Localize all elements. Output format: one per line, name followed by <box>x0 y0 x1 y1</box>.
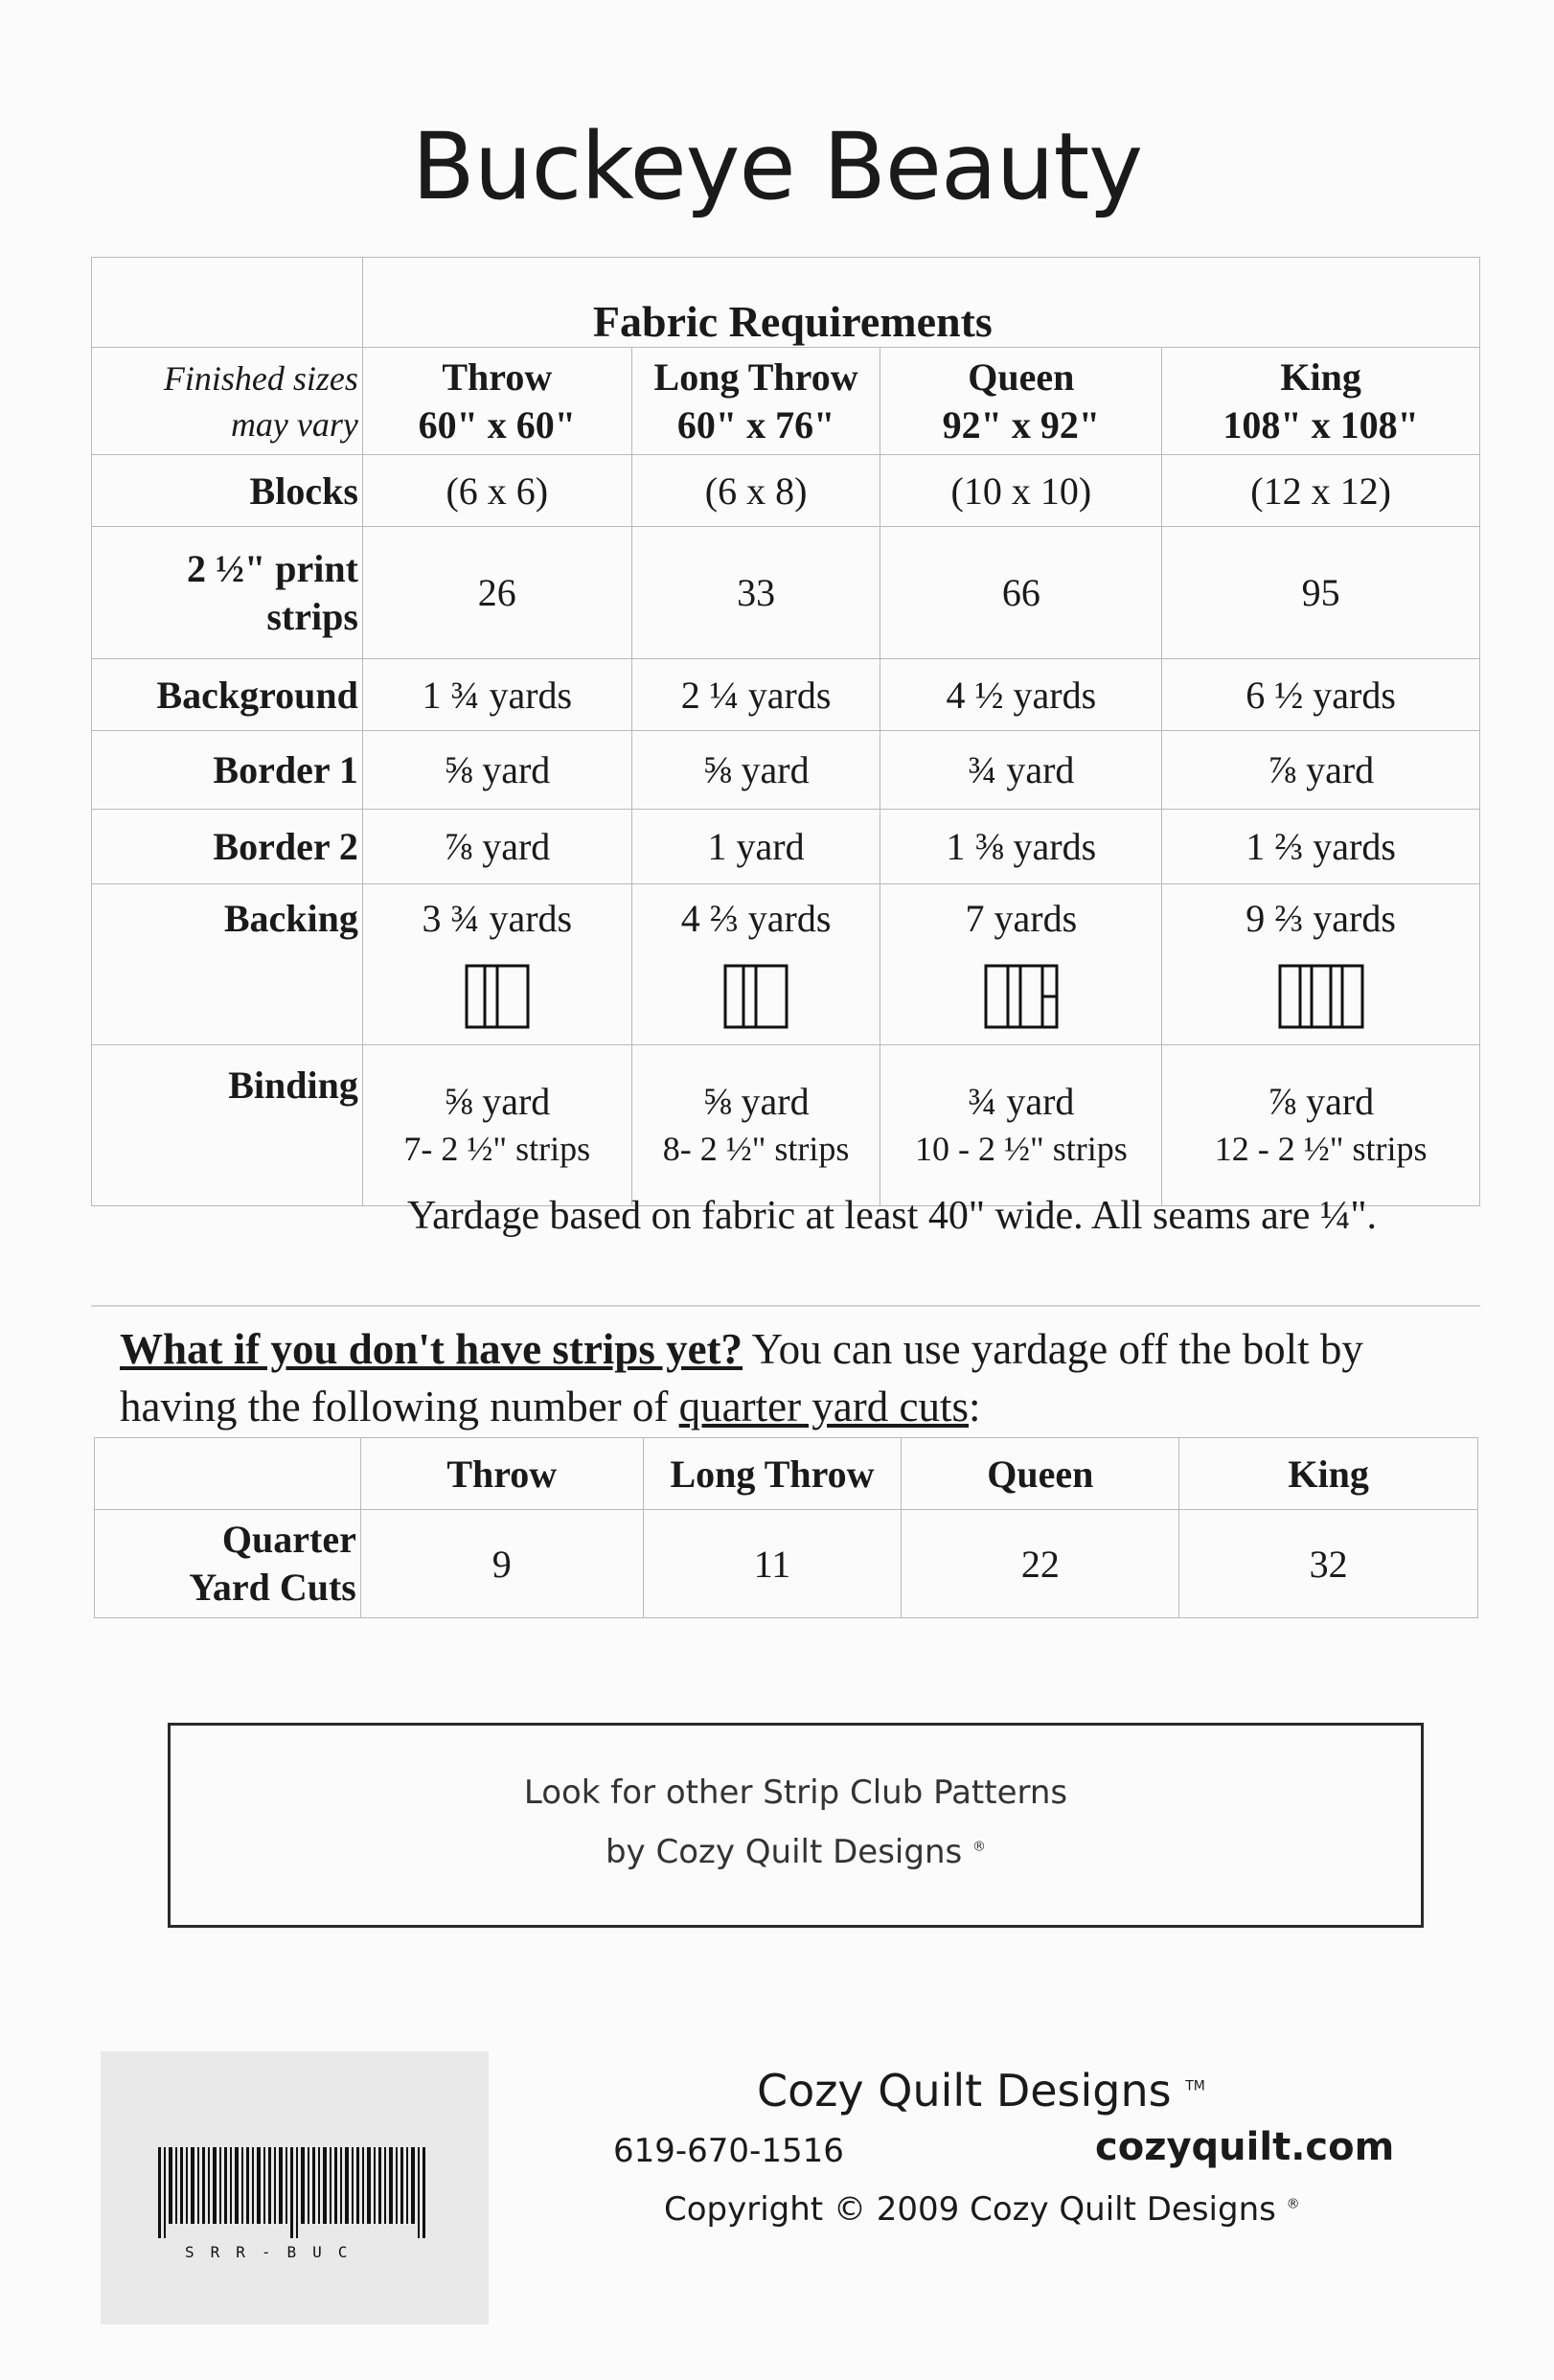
backing-three-panel-icon <box>983 963 1060 1030</box>
row-label: Backing <box>92 884 363 1045</box>
cell: 22 <box>902 1510 1179 1618</box>
column-header: Throw <box>360 1438 643 1510</box>
yardage-note: Yardage based on fabric at least 40" wide. All seams are ¼". <box>407 1194 1378 1238</box>
cell <box>880 1045 1162 1206</box>
phone-number: 619-670-1516 <box>613 2132 844 2170</box>
promo-box <box>168 1723 1424 1928</box>
row-label: Border 1 <box>92 731 363 810</box>
column-header: Queen <box>902 1438 1179 1510</box>
cell: ⅞ yard <box>1162 731 1480 810</box>
page-title: Buckeye Beauty <box>411 113 1143 220</box>
column-king <box>1162 348 1480 455</box>
fabric-caption: Fabric Requirements <box>362 258 1479 348</box>
row-label-line-2: Yard Cuts <box>189 1566 356 1609</box>
border2-row <box>92 810 1480 884</box>
row-label: Binding <box>92 1045 363 1206</box>
question-heading: What if you don't have strips yet? <box>120 1325 743 1373</box>
cell: 26 <box>362 527 631 659</box>
sizes-label-line-1: Finished sizes <box>163 358 358 398</box>
cell: 1 yard <box>631 810 880 884</box>
backing-yards: 4 ⅔ yards <box>680 897 832 940</box>
row-label: Border 2 <box>92 810 363 884</box>
quarter-yard-cuts-table <box>94 1437 1478 1618</box>
column-size: 60" x 76" <box>676 402 835 446</box>
column-header: Long Throw <box>643 1438 902 1510</box>
cell: ⅝ yard <box>362 731 631 810</box>
binding-strips: 12 - 2 ½" strips <box>1214 1130 1428 1168</box>
blocks-row <box>92 455 1480 527</box>
row-label-line-1: 2 ½" print <box>187 546 358 590</box>
empty-header-cell <box>95 1438 361 1510</box>
binding-yards: ⅝ yard <box>444 1080 551 1123</box>
cell <box>1162 1045 1480 1206</box>
sizes-label-line-2: may vary <box>230 404 358 444</box>
row-label: Background <box>92 659 363 731</box>
strips-alternative-paragraph <box>120 1320 1490 1435</box>
column-queen <box>880 348 1162 455</box>
fabric-requirements-table <box>91 257 1480 1206</box>
column-name: Throw <box>442 355 553 399</box>
background-row <box>92 659 1480 731</box>
backing-row <box>92 884 1480 1045</box>
fabric-caption-row <box>92 258 1480 348</box>
binding-yards: ¾ yard <box>968 1080 1075 1123</box>
website[interactable]: cozyquilt.com <box>1095 2125 1395 2169</box>
column-size: 92" x 92" <box>942 402 1101 446</box>
row-label <box>95 1510 361 1618</box>
cell: 1 ¾ yards <box>362 659 631 731</box>
cell: 6 ½ yards <box>1162 659 1480 731</box>
promo-line-2-text: by Cozy Quilt Designs <box>605 1833 963 1871</box>
cell <box>880 884 1162 1045</box>
cell: ¾ yard <box>880 731 1162 810</box>
section-divider <box>91 1305 1480 1307</box>
qyc-header-row <box>95 1438 1478 1510</box>
barcode-area <box>101 2051 489 2324</box>
backing-yards: 7 yards <box>965 897 1078 940</box>
cell: 4 ½ yards <box>880 659 1162 731</box>
binding-yards: ⅞ yard <box>1268 1080 1375 1123</box>
cell: (10 x 10) <box>880 455 1162 527</box>
cell: 66 <box>880 527 1162 659</box>
trademark-mark: TM <box>1185 2078 1205 2094</box>
backing-two-panel-icon <box>722 963 789 1030</box>
binding-strips: 7- 2 ½" strips <box>403 1130 591 1168</box>
row-label-line-2: strips <box>266 594 358 638</box>
cell <box>631 1045 880 1206</box>
paragraph-text: You can use yardage off the bolt by having the following number of <box>120 1325 1363 1430</box>
binding-yards: ⅝ yard <box>702 1080 810 1123</box>
border1-row <box>92 731 1480 810</box>
finished-sizes-label <box>92 348 363 455</box>
column-name: Queen <box>968 355 1075 399</box>
cell: 1 ⅔ yards <box>1162 810 1480 884</box>
quarter-yard-cuts-term: quarter yard cuts <box>678 1383 970 1430</box>
column-throw <box>362 348 631 455</box>
column-size: 60" x 60" <box>418 402 576 446</box>
promo-line-2 <box>171 1833 1421 1871</box>
cell: 11 <box>643 1510 902 1618</box>
cell <box>362 884 631 1045</box>
barcode-icon <box>158 2147 436 2238</box>
barcode-code: SRR-BUC <box>185 2243 364 2261</box>
company-name <box>757 2065 1205 2117</box>
company-name-text: Cozy Quilt Designs <box>757 2065 1172 2117</box>
column-header: King <box>1179 1438 1478 1510</box>
cell: 33 <box>631 527 880 659</box>
column-long-throw <box>631 348 880 455</box>
cell: 1 ⅜ yards <box>880 810 1162 884</box>
qyc-values-row <box>95 1510 1478 1618</box>
size-header-row <box>92 348 1480 455</box>
cell: 2 ¼ yards <box>631 659 880 731</box>
row-label <box>92 527 363 659</box>
binding-strips: 8- 2 ½" strips <box>662 1130 850 1168</box>
cell: (6 x 8) <box>631 455 880 527</box>
cell: ⅝ yard <box>631 731 880 810</box>
cell: (6 x 6) <box>362 455 631 527</box>
column-size: 108" x 108" <box>1223 402 1419 446</box>
column-name: King <box>1280 355 1361 399</box>
backing-three-panel-icon <box>1277 963 1365 1030</box>
registered-mark: ® <box>972 1839 987 1855</box>
backing-two-panel-icon <box>464 963 531 1030</box>
cell <box>631 884 880 1045</box>
cell: 9 <box>360 1510 643 1618</box>
cell <box>1162 884 1480 1045</box>
copyright-text: Copyright © 2009 Cozy Quilt Designs <box>664 2190 1276 2229</box>
column-name: Long Throw <box>653 355 858 399</box>
row-label: Blocks <box>92 455 363 527</box>
promo-line-1: Look for other Strip Club Patterns <box>523 1774 1068 1812</box>
backing-yards: 9 ⅔ yards <box>1245 897 1396 940</box>
paragraph-colon: : <box>969 1383 981 1430</box>
registered-mark: ® <box>1286 2196 1300 2212</box>
binding-row <box>92 1045 1480 1206</box>
cell: (12 x 12) <box>1162 455 1480 527</box>
cell <box>362 1045 631 1206</box>
row-label-line-1: Quarter <box>221 1518 356 1561</box>
cell: ⅞ yard <box>362 810 631 884</box>
cell: 32 <box>1179 1510 1478 1618</box>
print-strips-row <box>92 527 1480 659</box>
backing-yards: 3 ¾ yards <box>422 897 573 940</box>
copyright <box>664 2190 1300 2229</box>
cell: 95 <box>1162 527 1480 659</box>
binding-strips: 10 - 2 ½" strips <box>915 1130 1128 1168</box>
